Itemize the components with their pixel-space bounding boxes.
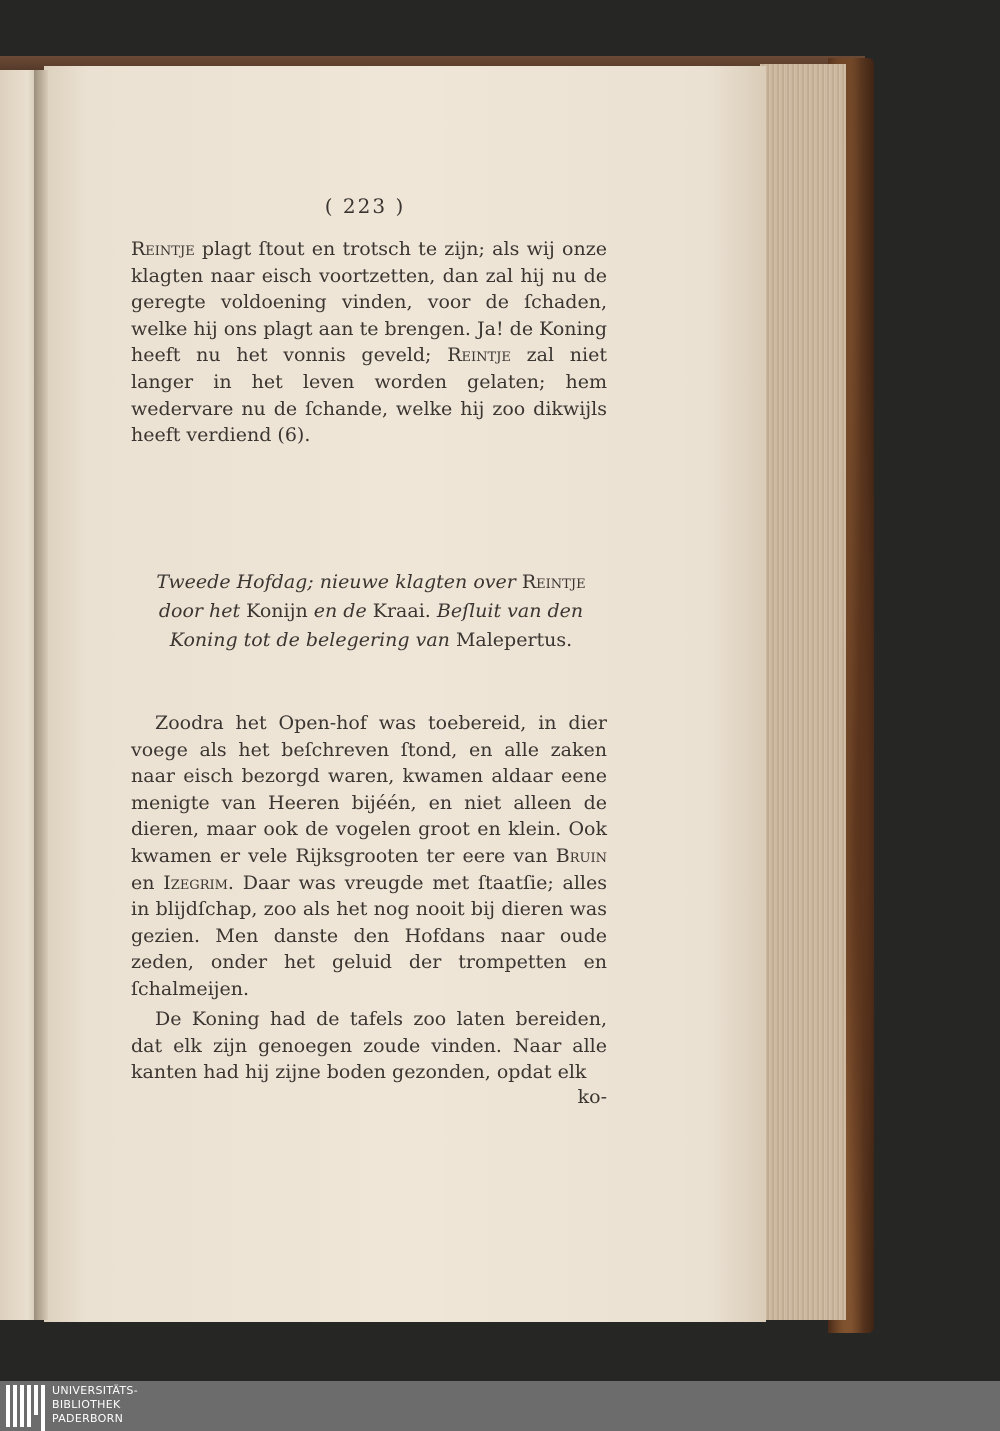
text-run: Kraai. [372, 600, 431, 622]
library-logo-icon [6, 1385, 46, 1427]
text-run: Tweede Hofdag; nieuwe klagten over [156, 571, 522, 593]
library-name-line3: PADERBORN [52, 1412, 124, 1425]
text-run: Izegrim. [163, 871, 234, 894]
text-run: en de [307, 600, 373, 622]
text-run: zal niet langer in het leven worden gelaten; hem wedervare nu de ſchande, welke hij zoo dikwijls heeft verdiend (6). [131, 344, 608, 447]
paragraph-1 [131, 236, 607, 449]
book-gutter [34, 70, 48, 1320]
text-run: Bruin [555, 844, 607, 867]
text-run: Daar was vreugde met ſtaatſie; alles in blijdſchap, zoo als het nog nooit bij dieren was gezien. Men danste den Hofdans naar oude zeden, onder het geluid der trompetten en ſchalmeijen. [131, 871, 607, 1000]
text-run: De Koning had de tafels zoo laten bereiden, dat elk zijn genoegen zoude vinden. Naar alle kanten had hij zijne boden gezonden, opdat elk [131, 1008, 607, 1084]
catchword: ko- [577, 1086, 607, 1108]
text-run: Konijn [246, 600, 308, 622]
library-name [52, 1384, 138, 1426]
chapter-heading [140, 568, 602, 655]
page-edges [760, 64, 846, 1320]
text-run: plagt ſtout en trotsch te zijn; als wij onze klagten naar eisch voortzetten, dan zal hij nu de geregte voldoening vinden, voor de ſchaden, welke hij ons plagt aan te brengen. Ja! de Koning heeft nu het vonnis geveld; [131, 238, 607, 367]
text-run: Zoodra het Open-hof was toebereid, in dier voege als het beſchreven ſtond, en alle zaken naar eisch bezorgd waren, kwamen aldaar eene menigte van Heeren bijéén, en niet alleen de dieren, maar ook de vogelen groot en klein. Ook kwamen er vele Rijksgrooten ter eere van [131, 712, 607, 867]
paragraph-3-text [131, 1006, 607, 1086]
page-number: ( 223 ) [324, 194, 406, 218]
text-run: Beſluit van den Koning tot de belegering van [169, 600, 584, 651]
paragraph-2 [131, 710, 607, 1003]
text-run: Reintje [447, 344, 511, 367]
text-run: en [131, 871, 164, 894]
paragraph-3 [131, 1006, 607, 1086]
library-name-line1: UNIVERSITÄTS- [52, 1384, 138, 1397]
text-run: door het [158, 600, 247, 622]
text-run: Reintje [521, 571, 586, 593]
paragraph-1-text [131, 236, 607, 449]
text-run: Reintje [131, 238, 195, 260]
text-run: Malepertus. [455, 629, 573, 651]
library-footer [0, 1381, 1000, 1431]
paragraph-2-text [131, 710, 607, 1003]
library-name-line2: BIBLIOTHEK [52, 1398, 121, 1411]
